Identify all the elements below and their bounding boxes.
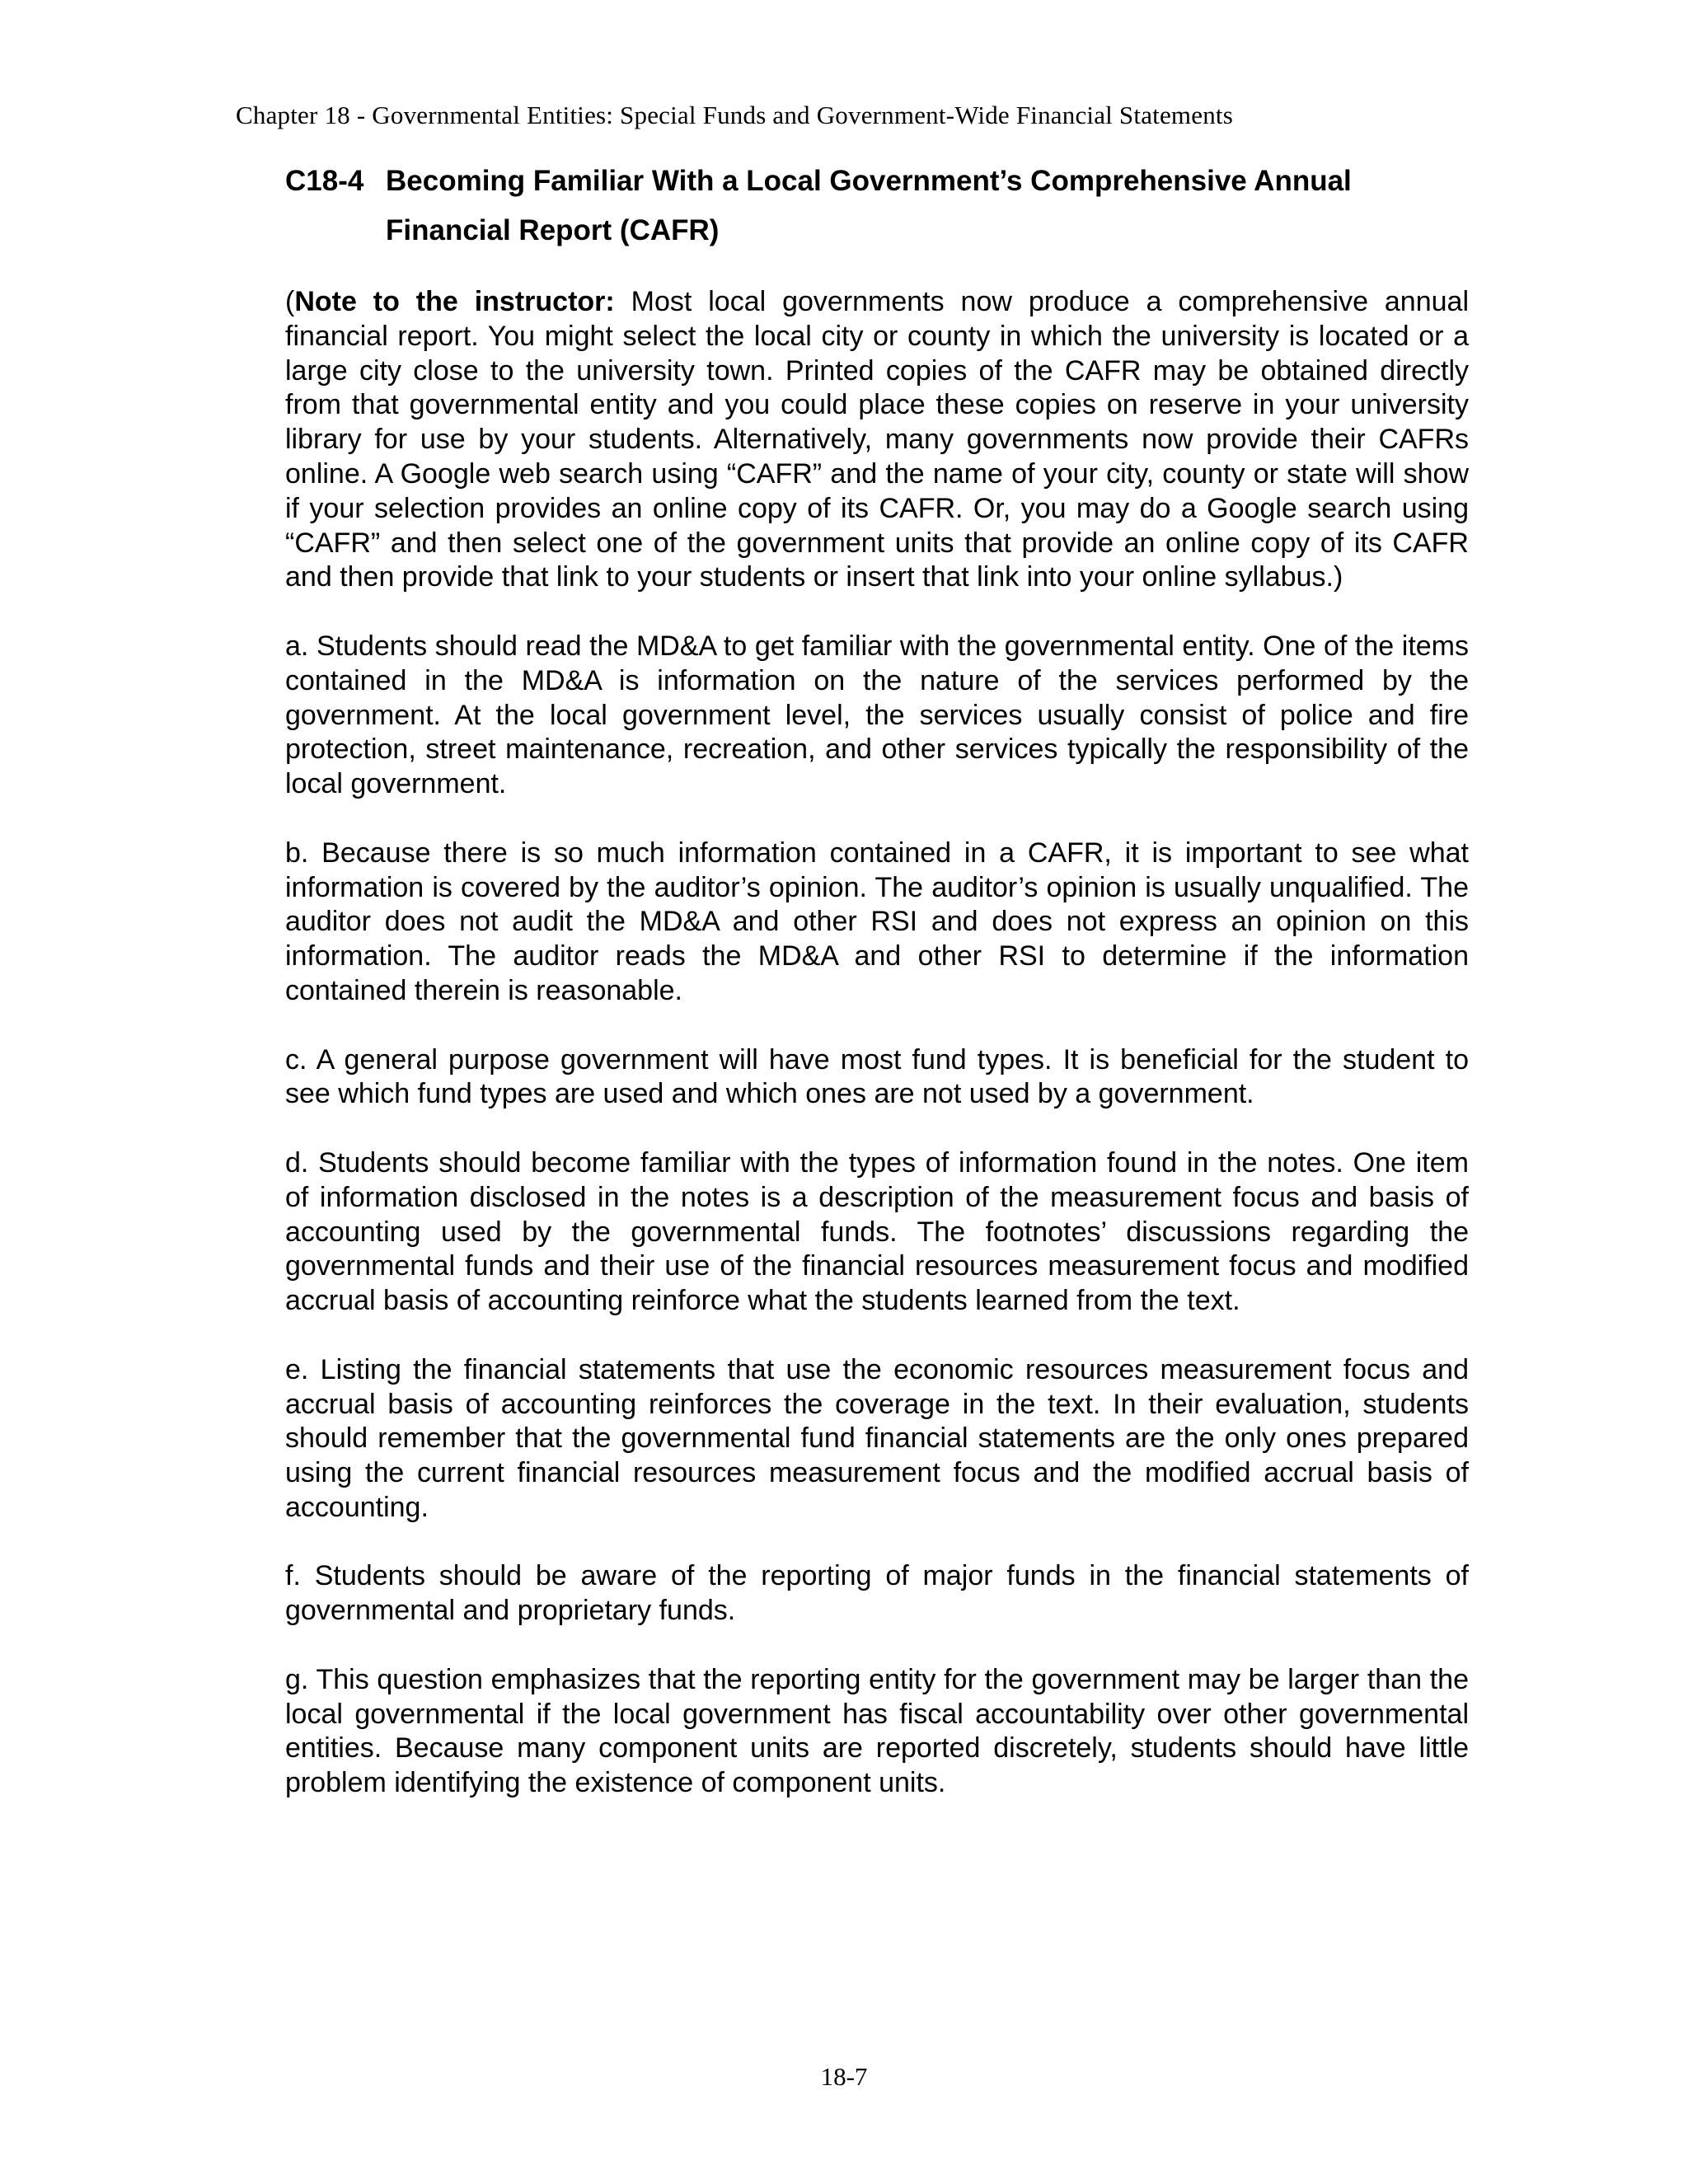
answer-c: c. A general purpose government will have most fund types. It is beneficial for the student to see which fund types are used and which ones are not used by a government. xyxy=(285,1043,1469,1110)
running-header: Chapter 18 - Governmental Entities: Special Funds and Government-Wide Financial Statements xyxy=(236,101,1233,129)
answer-d: d. Students should become familiar with the types of information found in the notes. One item of information disclosed in the notes is a description of the measurement focus and basis of accounting used by the governmental funds. The footnotes’ discussions regarding the governmental funds and their use of the financial resources measurement focus and modified accrual basis of accounting reinforce what the students learned from the text. xyxy=(285,1146,1469,1317)
page-number: 18-7 xyxy=(820,2062,868,2091)
answer-g: g. This question emphasizes that the reporting entity for the government may be larger than the local governmental if the local government has fiscal accountability over other governmental entities. Because many component units are reported discretely, students should have little problem identifying the existence of component units. xyxy=(285,1663,1469,1799)
answer-e: e. Listing the financial statements that use the economic resources measurement focus and accrual basis of accounting reinforces the coverage in the text. In their evaluation, students should remember that the governmental fund financial statements are the only ones prepared using the current financial resources measurement focus and the modified accrual basis of accounting. xyxy=(285,1353,1469,1523)
case-title xyxy=(285,157,1472,255)
note-label: Note to the instructor: xyxy=(294,286,615,317)
case-number: C18-4 xyxy=(285,165,364,197)
note-open-paren: ( xyxy=(285,286,295,317)
instructor-note xyxy=(285,285,1469,595)
answer-a: a. Students should read the MD&A to get familiar with the governmental entity. One of the items contained in the MD&A is information on the nature of the services performed by the government. At the local government level, the services usually consist of police and fire protection, street maintenance, recreation, and other services typically the responsibility of the local government. xyxy=(285,630,1469,800)
answer-b: b. Because there is so much information contained in a CAFR, it is important to see what information is covered by the auditor’s opinion. The auditor’s opinion is usually unqualified. The auditor does not audit the MD&A and other RSI and does not express an opinion on this information. The auditor reads the MD&A and other RSI to determine if the information contained therein is reasonable. xyxy=(285,837,1469,1006)
case-title-line1: Becoming Familiar With a Local Government’s Comprehensive Annual xyxy=(386,165,1352,197)
case-body xyxy=(285,285,1469,1835)
case-title-line2: Financial Report (CAFR) xyxy=(386,214,720,246)
note-text: Most local governments now produce a comprehensive annual financial report. You might select the local city or county in which the university is located or a large city close to the university town. Printed copies of the CAFR may be obtained directly from that governmental entity and you could place these copies on reserve in your university library for use by your students. Alternatively, many governments now provide their CAFRs online. A Google web search using “CAFR” and the name of your city, county or state will show if your selection provides an online copy of its CAFR. Or, you may do a Google search using “CAFR” and then select one of the government units that provide an online copy of its CAFR and then provide that link to your students or insert that link into your online syllabus.) xyxy=(285,286,1469,593)
answer-f: f. Students should be aware of the reporting of major funds in the financial statements of governmental and proprietary funds. xyxy=(285,1560,1469,1627)
